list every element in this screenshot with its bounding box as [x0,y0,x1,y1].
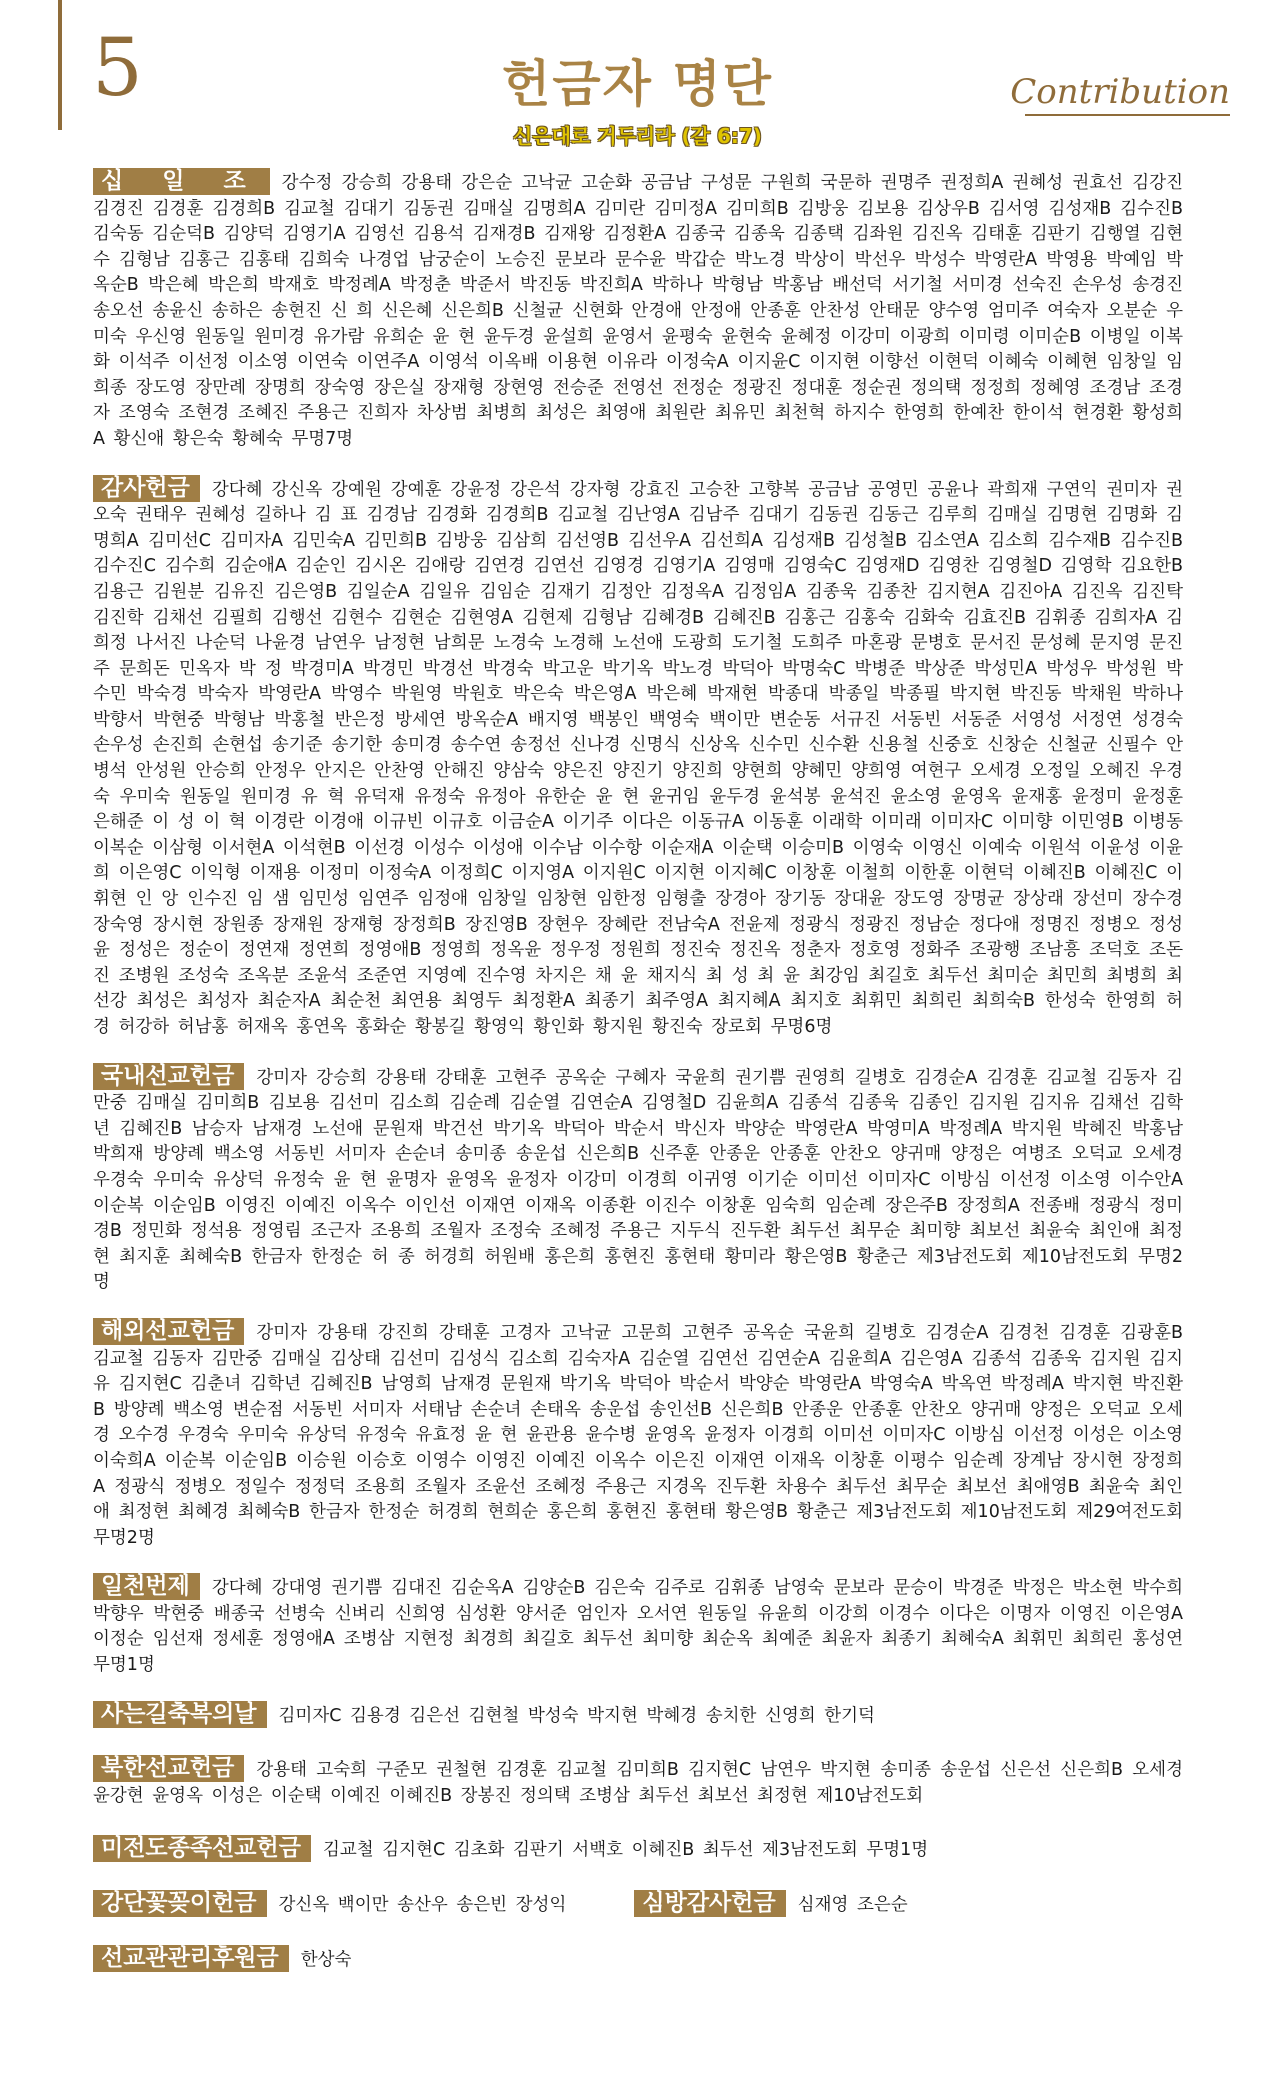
mission-house-support-names: 한상숙 [300,1949,352,1970]
section-names [93,1063,1183,1296]
thousand-offering-names: 강다혜 강대영 권기쁨 김대진 김순옥A 김양순B 김은숙 김주로 김휘종 남영숙 문보라 문승이 박경준 박정은 박소현 박수희 박향우 박현중 배종국 선병숙 신벼리 신희영 심성환 양서준 엄인자 오서연 원동일 유윤희 이강희 이경수 이다은 이명자 이영진 이은영A 이정순 임선재 정세훈 정영애A 조병삼 지현정 최경희 최길호 최두선 최미향 최순옥 최예준 최윤자 최종기 최혜숙A 최휘민 최희린 홍성연 무명1명 [93,1578,1183,1676]
section-label: 사는길축복의날 [93,1701,267,1728]
section-label: 감사헌금 [93,475,200,502]
section-label: 국내선교헌금 [93,1063,244,1090]
blessing-day-names: 김미자C 김용경 김은선 김현철 박성숙 박지현 박혜경 송치한 신영희 한기덕 [278,1705,875,1726]
section-north-korea-mission [93,1755,1183,1809]
page-number: 5 [92,21,143,114]
contribution-label: Contribution [1010,72,1230,112]
domestic-mission-names: 강미자 강승희 강용태 강태훈 고현주 공옥순 구혜자 국윤희 권기쁨 권영희 길병호 김경순A 김경훈 김교철 김동자 김만중 김매실 김미희B 김보용 김선미 김소희 김순례 김순열 김연순A 김영철D 김윤희A 김종석 김종욱 김종인 김지원 김지유 김채선 김학년 김혜진B 남승자 남재경 노선애 문원재 박건선 박기옥 박덕아 박순서 박신자 박양순 박영란A 박영미A 박정례A 박지원 박혜진 박홍남 박희재 방양례 백소영 서동빈 서미자 손순녀 송미종 송운섭 신은희B 신주훈 안종운 안종훈 안찬오 양귀매 양정은 여병조 오덕교 오세경 우경숙 우미숙 유상덕 유정숙 윤 현 윤명자 윤영옥 윤정자 이강미 이경희 이귀영 이기순 이미선 이미자C 이방심 이선정 이소영 이수안A 이순복 이순임B 이영진 이예진 이옥수 이인선 이재연 이재옥 이종환 이진수 이창훈 임숙희 임순례 장은주B 장정희A 전종배 정광식 정미경B 정민화 정석용 정영림 조근자 조용희 조월자 조정숙 조혜정 주용근 지두식 진두환 최두선 최무순 최미향 최보선 최윤숙 최인애 최정현 최지훈 최혜숙B 한금자 한정순 허 종 허경희 허원배 홍은희 홍현진 홍현태 황미라 황은영B 황춘근 제3남전도회 제10남전도회 무명2명 [93,1067,1183,1293]
section-label: 심방감사헌금 [634,1890,785,1917]
section-overseas-mission [93,1318,1183,1551]
section-label: 일천번제 [93,1573,200,1600]
section-label: 십 일 조 [93,168,270,195]
section-blessing-day [93,1701,1183,1730]
section-names [93,1835,1183,1864]
thanksgiving-names: 강다혜 강신옥 강예원 강예훈 강윤정 강은석 강자형 강효진 고승찬 고향복 공금남 공영민 공윤나 곽희재 구연익 권미자 권오숙 권태우 권혜성 길하나 김 표 김경남 김경화 김경희B 김교철 김난영A 김남주 김대기 김동권 김동근 김루희 김매실 김명현 김명화 김명희A 김미선C 김미자A 김민숙A 김민희B 김방웅 김삼희 김선영B 김선우A 김선희A 김성재B 김성철B 김소연A 김소희 김수재B 김수진B 김수진C 김수희 김순애A 김순인 김시온 김애랑 김연경 김연선 김영경 김영기A 김영매 김영숙C 김영재D 김영찬 김영철D 김영학 김요한B 김용근 김원분 김유진 김은영B 김일순A 김일유 김임순 김재기 김정안 김정옥A 김정임A 김종욱 김종찬 김지현A 김진아A 김진옥 김진탁 김진학 김채선 김필희 김행선 김현수 김현순 김현영A 김현제 김형남 김혜경B 김혜진B 김홍근 김홍숙 김화숙 김효진B 김휘종 김희자A 김희정 나서진 나순덕 나윤경 남연우 남정현 남희문 노경숙 노경해 노선애 도광희 도기철 도희주 마혼광 문병호 문서진 문성혜 문지영 문진주 문희돈 민옥자 박 정 박경미A 박경민 박경선 박경숙 박고운 박기옥 박노경 박덕아 박명숙C 박병준 박상준 박성민A 박성우 박성원 박수민 박숙경 박숙자 박영란A 박영수 박원영 박원호 박은숙 박은영A 박은혜 박재현 박종대 박종일 박종필 박지현 박진동 박채원 박하나 박향서 박현중 박형남 박홍철 반은정 방세연 방옥순A 배지영 백봉인 백영숙 백이만 변순동 서규진 서동빈 서동준 서영성 서정연 성경숙 손우성 손진희 손현섭 송기준 송기한 송미경 송수연 송정선 신나경 신명식 신상옥 신수민 신수환 신용철 신중호 신창순 신철균 신필수 안병석 안성원 안승희 안정우 안지은 안찬영 안해진 양삼숙 양은진 양진기 양진희 양현희 양혜민 양희영 여현구 오세경 오정일 오혜진 우경숙 우미숙 원동일 원미경 유 혁 유덕재 유정숙 유정아 유한순 윤 현 윤귀임 윤두경 윤석봉 윤석진 윤소영 윤영옥 윤재홍 윤정미 윤정훈 은해준 이 성 이 혁 이경란 이경애 이규빈 이규호 이금순A 이기주 이다은 이동규A 이동훈 이래학 이미래 이미자C 이미향 이민영B 이병동 이복순 이삼형 이서현A 이석현B 이선경 이성수 이성애 이수남 이수항 이순재A 이순택 이승미B 이영숙 이영신 이예숙 이원석 이윤성 이윤희 이은영C 이익형 이재용 이정미 이정숙A 이정희C 이지영A 이지원C 이지현 이지혜C 이창훈 이철희 이한훈 이현덕 이혜진B 이혜진C 이휘현 인 앙 인수진 임 샘 임민성 임연주 임정애 임창일 임창현 임한정 임형출 장경아 장기동 장대윤 장도영 장명균 장상래 장선미 장수경 장숙영 장시현 장원종 장재원 장재형 장정희B 장진영B 장현우 장혜란 전남숙A 전윤제 정광식 정광진 정남순 정다애 정명진 정병오 정성윤 정성은 정순이 정연재 정연희 정영애B 정영희 정옥윤 정우정 정원희 정진숙 정진옥 정춘자 정호영 정화주 조광행 조남흥 조덕호 조돈진 조병원 조성숙 조옥분 조윤석 조준연 지영예 진수영 차지은 채 윤 채지식 최 성 최 윤 최강임 최길호 최두선 최미순 최민희 최병희 최선강 최성은 최성자 최순자A 최순천 최연용 최영두 최정환A 최종기 최주영A 최지혜A 최지호 최휘민 최희린 최희숙B 한성숙 한영희 허 경 허강하 허남홍 허재옥 홍연옥 홍화순 황봉길 황영익 황인화 황지원 황진숙 장로회 무명6명 [93,479,1183,1037]
section-unreached-peoples [93,1835,1183,1864]
section-names [93,1701,1183,1730]
section-tithe [93,168,1183,453]
section-domestic-mission [93,1063,1183,1296]
section-names [93,1945,1183,1974]
section-label: 미전도종족선교헌금 [93,1835,311,1862]
section-visit-thanks [634,1890,907,1919]
north-korea-mission-names: 강용태 고숙희 구준모 권철현 김경훈 김교철 김미희B 김지현C 남연우 박지현 송미종 송운섭 신은선 신은희B 오세경 윤강현 윤영옥 이성은 이순택 이예진 이혜진B 장봉진 정의택 조병삼 최두선 최보선 최정현 제10남전도회 [93,1760,1183,1806]
section-thanksgiving [93,475,1183,1041]
altar-flowers-names: 강신옥 백이만 송산우 송은빈 장성익 [278,1895,567,1916]
donor-list [93,168,1183,1999]
section-label: 강단꽃꽂이헌금 [93,1890,267,1917]
section-label: 선교관관리후원금 [93,1945,289,1972]
overseas-mission-names: 강미자 강용태 강진희 강태훈 고경자 고낙균 고문희 고현주 공옥순 국윤희 길병호 김경순A 김경천 김경훈 김광훈B 김교철 김동자 김만중 김매실 김상태 김선미 김성식 김소희 김숙자A 김순열 김연선 김연순A 김윤희A 김은영A 김종석 김종욱 김지원 김지유 김지현C 김춘녀 김학년 김혜진B 남영희 남재경 문원재 박기옥 박덕아 박순서 박양순 박영란A 박영숙A 박옥연 박정례A 박지현 박진환B 방양례 백소영 변순점 서동빈 서미자 서태남 손순녀 손태옥 송운섭 송인선B 신은희B 안종운 안종훈 안찬오 양귀매 양정은 오덕교 오세경 오수경 우경숙 우미숙 유상덕 유정숙 유효정 윤 현 윤관용 윤수병 윤영옥 윤정자 이경희 이미선 이미자C 이방심 이선정 이성은 이소영 이숙희A 이순복 이순임B 이승원 이승호 이영수 이영진 이예진 이옥수 이은진 이재연 이재옥 이창훈 이평수 임순례 장계남 장시현 장정희A 정광식 정병오 정일수 정정덕 조용희 조월자 조윤선 조혜정 주용근 지경옥 진두환 차용수 최두선 최무순 최보선 최애영B 최윤숙 최인애 최정현 최혜경 최혜숙B 한금자 한정순 허경희 현희순 홍은희 홍현진 홍현태 황은영B 황춘근 제3남전도회 제10남전도회 제29여전도회 무명2명 [93,1322,1183,1548]
section-names [93,475,1183,1041]
contribution-underline [1025,114,1230,116]
section-thousand-offering [93,1573,1183,1678]
section-names [93,1318,1183,1551]
section-label: 북한선교헌금 [93,1755,244,1782]
section-mission-house-support [93,1945,1183,1974]
unreached-peoples-names: 김교철 김지현C 김초화 김판기 서백호 이혜진B 최두선 제3남전도회 무명1명 [322,1840,929,1861]
section-pair-row [93,1890,1183,1919]
section-altar-flowers [93,1890,566,1919]
page-title: 헌금자 명단 [502,54,773,113]
visit-thanks-names: 심재영 조은순 [797,1895,908,1916]
section-names [93,168,1183,453]
section-names [93,1573,1183,1678]
section-names [93,1755,1183,1809]
tithe-names: 강수정 강승희 강용태 강은순 고낙균 고순화 공금남 구성문 구원희 국문하 권명주 권정희A 권혜성 권효선 김강진 김경진 김경훈 김경희B 김교철 김대기 김동권 김매실 김명희A 김미란 김미정A 김미희B 김방웅 김보용 김상우B 김서영 김성재B 김수진B 김숙동 김순덕B 김양덕 김영기A 김영선 김용석 김재경B 김재왕 김정환A 김종국 김종욱 김종택 김좌원 김진옥 김태훈 김판기 김행열 김현수 김형남 김홍근 김홍태 김희숙 나경업 남궁순이 노승진 문보라 문수윤 박갑순 박노경 박상이 박선우 박성수 박영란A 박영용 박예임 박옥순B 박은혜 박은희 박재호 박정례A 박정춘 박준서 박진동 박진희A 박하나 박형남 박홍남 배선덕 서기철 서미경 선숙진 손우성 송경진 송오선 송윤신 송하은 송현진 신 희 신은혜 신은희B 신철균 신현화 안경애 안정애 안종훈 안찬성 안태문 양수영 엄미주 여숙자 오분순 우미숙 우신영 원동일 원미경 유가람 유희순 윤 현 윤두경 윤설희 윤영서 윤평숙 윤현숙 윤혜정 이강미 이광희 이미령 이미순B 이병일 이복화 이석주 이선정 이소영 이연숙 이연주A 이영석 이옥배 이용현 이유라 이정숙A 이지윤C 이지현 이향선 이현덕 이혜숙 이혜현 임창일 임희종 장도영 장만례 장명희 장숙영 장은실 장재형 장현영 전승준 전영선 전정순 정광진 정대훈 정순권 정의택 정정희 정혜영 조경남 조경자 조영숙 조현경 조혜진 주용근 진희자 차상범 최병희 최성은 최영애 최원란 최유민 최천혁 하지수 한영희 한예찬 한이석 현경환 황성희A 황신애 황은숙 황혜숙 무명7명 [93,173,1183,449]
section-label: 해외선교헌금 [93,1318,244,1345]
subtitle-verse: 신은대로 거두리라 (갈 6:7) [513,124,762,148]
